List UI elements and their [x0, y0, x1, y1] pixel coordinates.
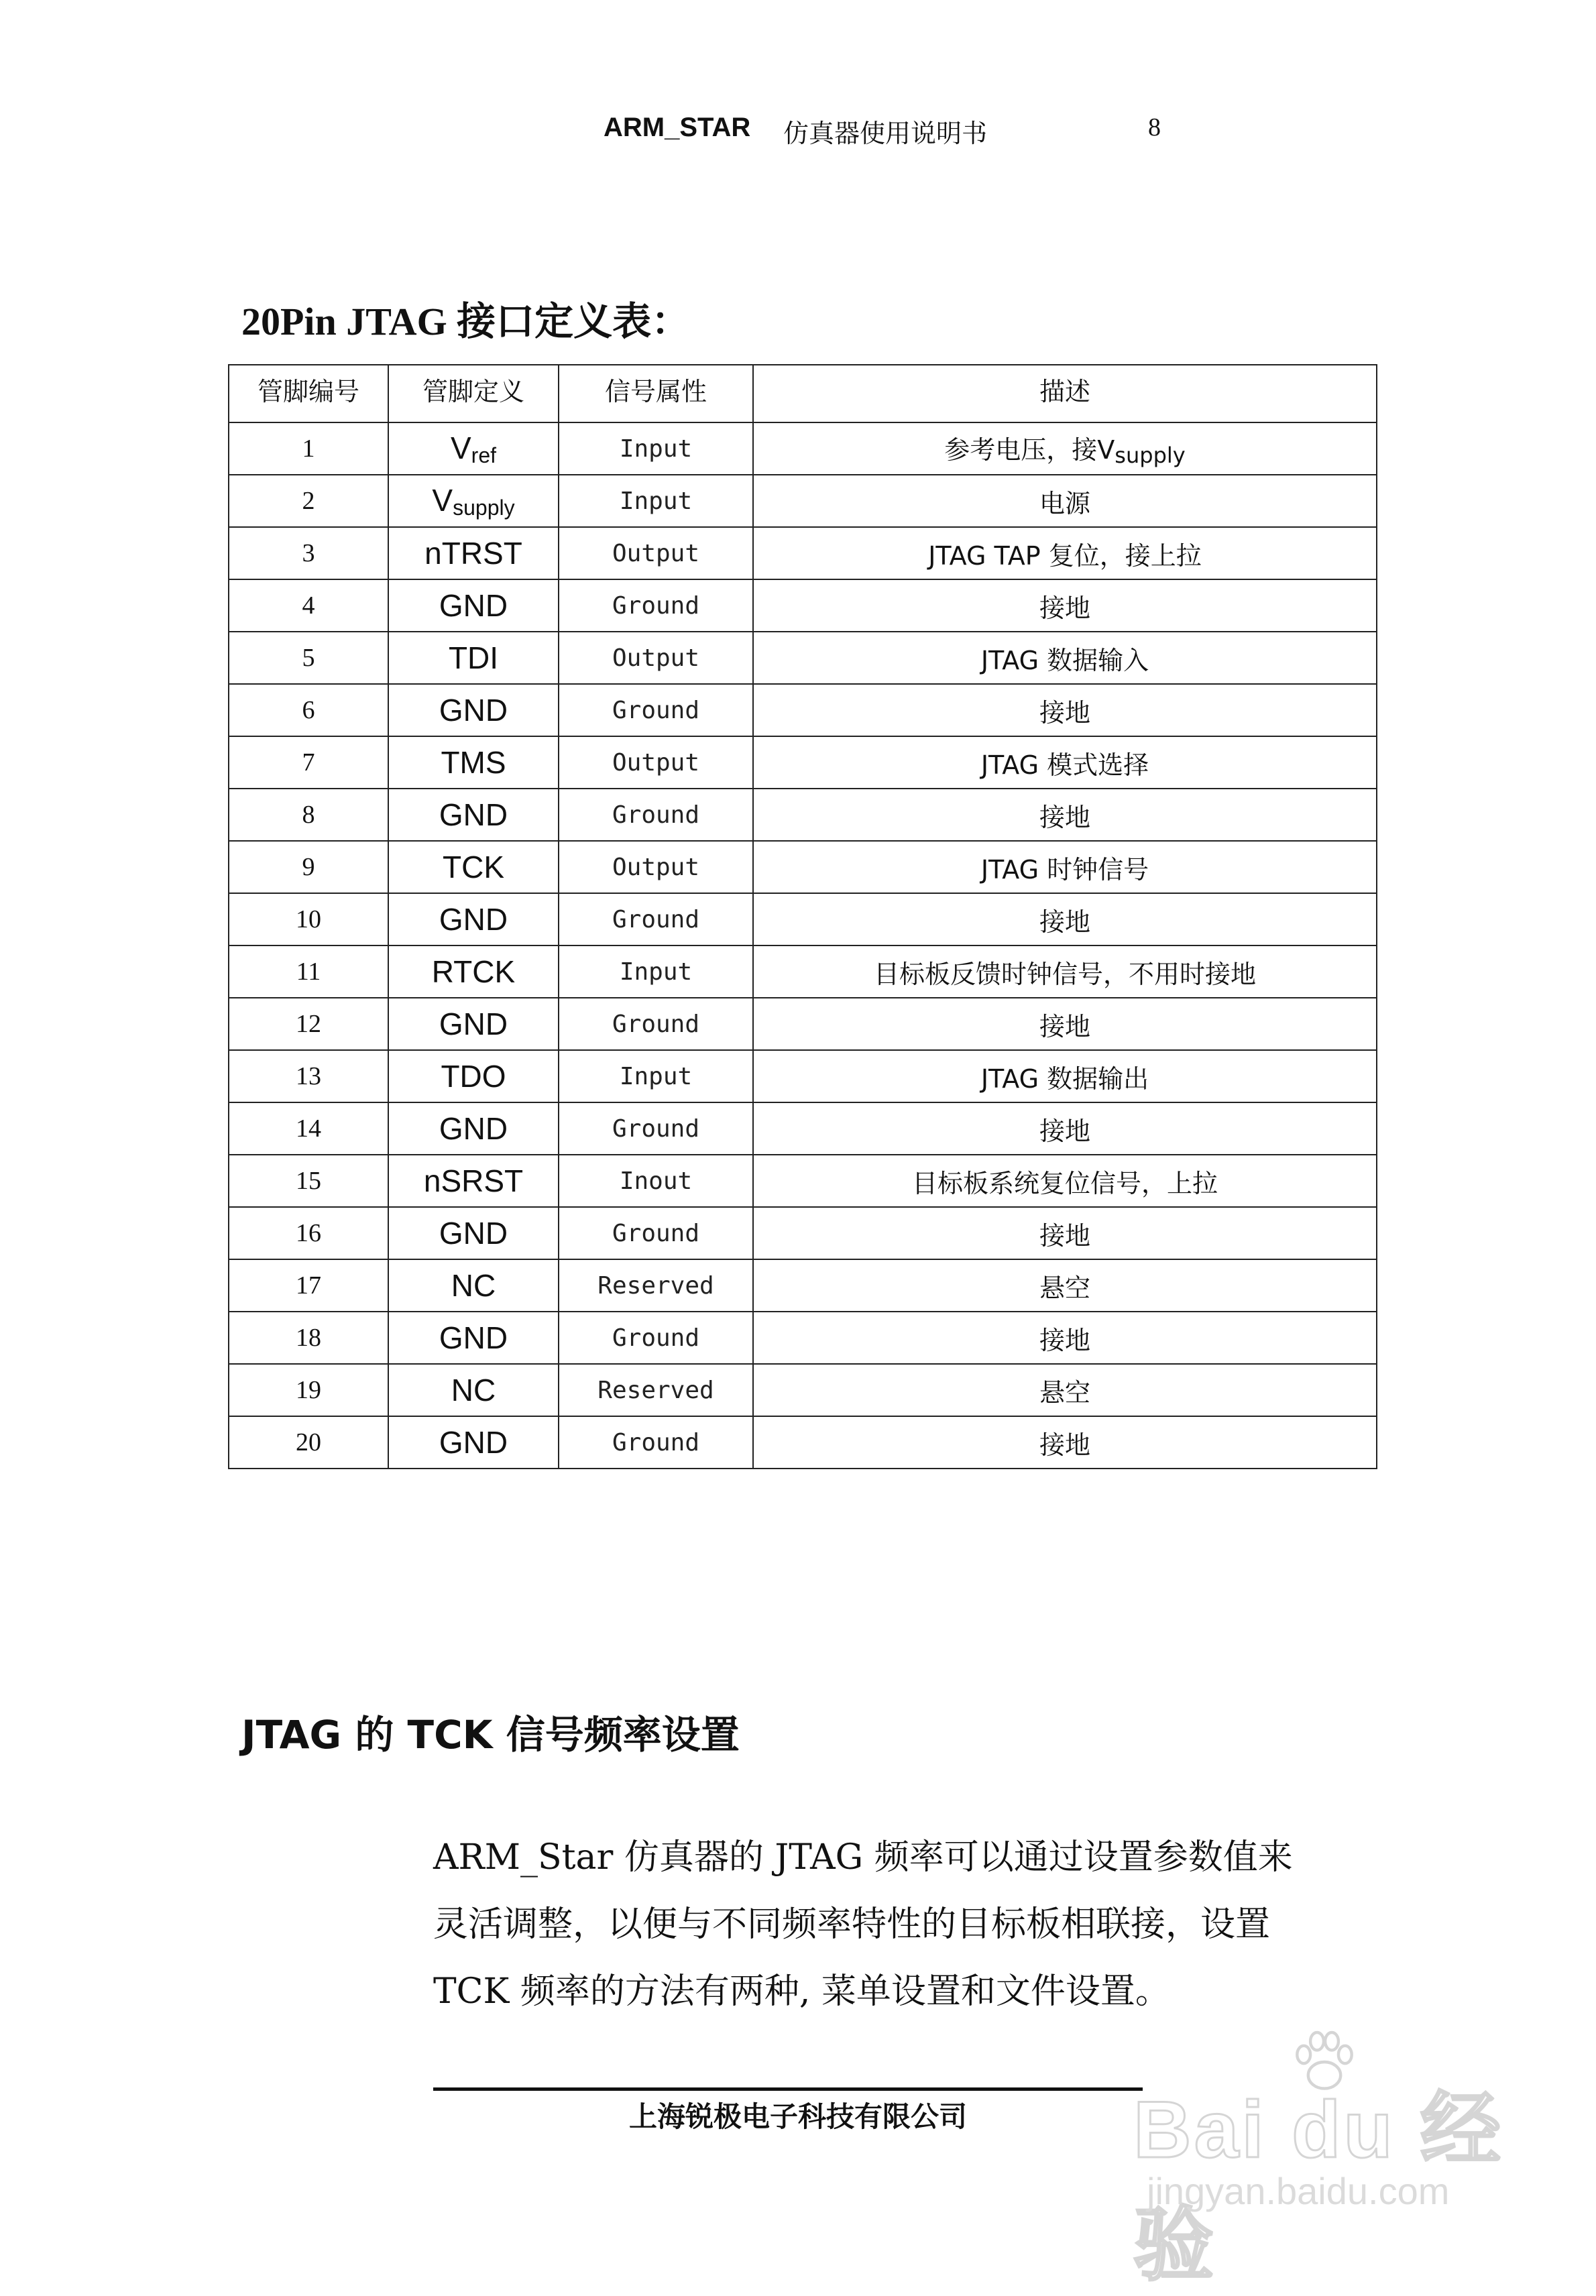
signal-attribute — [559, 1364, 753, 1416]
pin-description — [753, 893, 1377, 945]
pin-description-subscript: supply — [1115, 443, 1186, 468]
table-row — [229, 684, 1377, 736]
pin-number-text: 1 — [302, 435, 315, 463]
table-row — [229, 632, 1377, 684]
footer-divider — [433, 2087, 1143, 2091]
pin-definition-text: GND — [439, 902, 508, 937]
table-row — [229, 527, 1377, 579]
pin-definition-text: GND — [439, 1007, 508, 1041]
pin-description-text: 接地 — [1039, 1011, 1090, 1041]
pin-definition — [388, 684, 559, 736]
pin-description — [753, 1259, 1377, 1312]
watermark-url: jingyan.baidu.com — [1147, 2170, 1450, 2212]
pin-description — [753, 1364, 1377, 1416]
section-title: 20Pin JTAG 接口定义表： — [241, 300, 691, 343]
pin-number — [229, 1050, 388, 1102]
pin-number — [229, 475, 388, 527]
paragraph-line: 灵活调整，以便与不同频率特性的目标板相联接，设置 — [433, 1904, 1271, 1945]
signal-attribute-text: Ground — [612, 905, 700, 933]
pin-description-text: 电源 — [1039, 488, 1090, 518]
signal-attribute — [559, 736, 753, 789]
table-row — [229, 945, 1377, 998]
pin-description-text: 接地 — [1039, 697, 1090, 728]
pin-definition-text: nTRST — [424, 536, 522, 571]
pin-definition-text: NC — [451, 1373, 496, 1408]
pin-number-text: 14 — [296, 1114, 321, 1143]
pin-definition — [388, 475, 559, 527]
signal-attribute — [559, 893, 753, 945]
pin-description — [753, 1050, 1377, 1102]
pin-definition — [388, 1050, 559, 1102]
pin-number — [229, 1312, 388, 1364]
pin-description-text: 接地 — [1039, 907, 1090, 937]
pin-definition-text: TCK — [443, 850, 504, 884]
section2-title: JTAG 的 TCK 信号频率设置 — [241, 1712, 740, 1758]
pin-number — [229, 1416, 388, 1469]
signal-attribute-text: Output — [612, 644, 700, 672]
pin-description — [753, 527, 1377, 579]
table-row — [229, 1155, 1377, 1207]
pin-description-text: 接地 — [1039, 1430, 1090, 1460]
table-row — [229, 736, 1377, 789]
pin-description — [753, 422, 1377, 475]
pin-number-text: 20 — [296, 1428, 321, 1456]
signal-attribute — [559, 632, 753, 684]
pin-definition — [388, 1416, 559, 1469]
pin-definition — [388, 579, 559, 632]
pin-description — [753, 789, 1377, 841]
pin-definition-text: nSRST — [423, 1163, 524, 1198]
footer-company: 上海锐极电子科技有限公司 — [628, 2100, 967, 2133]
pin-number-text: 17 — [296, 1271, 321, 1300]
signal-attribute — [559, 579, 753, 632]
pin-definition — [388, 736, 559, 789]
signal-attribute-text: Input — [619, 487, 693, 515]
pin-description — [753, 684, 1377, 736]
pin-definition-table — [228, 364, 1377, 1469]
page-header — [0, 113, 1596, 153]
pin-number-text: 3 — [302, 539, 315, 567]
pin-number-text: 12 — [296, 1010, 321, 1038]
pin-definition-subscript: supply — [453, 495, 515, 520]
pin-number-text: 2 — [302, 487, 315, 515]
pin-number-text: 16 — [296, 1219, 321, 1247]
pin-number — [229, 945, 388, 998]
pin-definition — [388, 1312, 559, 1364]
baidu-watermark — [1133, 2025, 1509, 2290]
pin-number-text: 5 — [302, 644, 315, 672]
signal-attribute-text: Ground — [612, 801, 700, 829]
pin-definition — [388, 945, 559, 998]
header-description: 描述 — [753, 365, 1377, 422]
header-subtitle: 仿真器使用说明书 — [783, 119, 988, 148]
table-row — [229, 1364, 1377, 1416]
pin-definition-text: GND — [439, 1111, 508, 1146]
signal-attribute — [559, 1416, 753, 1469]
table-body — [229, 422, 1377, 1469]
pin-description-text: 参考电压，接V — [944, 435, 1115, 465]
table-row — [229, 1259, 1377, 1312]
signal-attribute-text: Ground — [612, 1114, 700, 1143]
pin-definition — [388, 1259, 559, 1312]
signal-attribute-text: Input — [619, 435, 693, 463]
pin-number — [229, 1155, 388, 1207]
table-row — [229, 422, 1377, 475]
table-row — [229, 893, 1377, 945]
pin-number — [229, 422, 388, 475]
signal-attribute-text: Ground — [612, 1219, 700, 1247]
pin-description — [753, 1416, 1377, 1469]
pin-definition-text: TDO — [441, 1059, 506, 1094]
pin-number-text: 6 — [302, 696, 315, 724]
pin-description — [753, 1155, 1377, 1207]
pin-description-text: 接地 — [1039, 593, 1090, 623]
signal-attribute-text: Input — [619, 1062, 693, 1090]
watermark-brand: Bai du 经验 — [1133, 2085, 1504, 2290]
pin-definition — [388, 1207, 559, 1259]
signal-attribute-text: Output — [612, 539, 700, 567]
signal-attribute-text: Input — [619, 958, 693, 986]
pin-description-text: JTAG TAP 复位，接上拉 — [928, 540, 1202, 571]
pin-number — [229, 1207, 388, 1259]
pin-description — [753, 1312, 1377, 1364]
pin-description — [753, 998, 1377, 1050]
pin-description — [753, 475, 1377, 527]
pin-definition-text: GND — [439, 588, 508, 623]
paragraph-line: ARM_Star 仿真器的 JTAG 频率可以通过设置参数值来 — [433, 1837, 1293, 1878]
signal-attribute — [559, 1050, 753, 1102]
pin-definition-subscript: ref — [471, 443, 497, 467]
table-row — [229, 475, 1377, 527]
signal-attribute — [559, 1207, 753, 1259]
pin-definition-text: GND — [439, 1320, 508, 1355]
pin-description-text: JTAG 模式选择 — [980, 750, 1149, 780]
pin-number — [229, 998, 388, 1050]
header-pin-definition: 管脚定义 — [388, 365, 559, 422]
signal-attribute — [559, 998, 753, 1050]
pin-number-text: 9 — [302, 853, 315, 881]
pin-definition — [388, 422, 559, 475]
pin-number — [229, 841, 388, 893]
pin-definition-text: GND — [439, 693, 508, 728]
table-row — [229, 998, 1377, 1050]
table-header-row — [229, 365, 1377, 422]
pin-definition-text: GND — [439, 1425, 508, 1460]
table-row — [229, 1416, 1377, 1469]
paragraph-line: TCK 频率的方法有两种, 菜单设置和文件设置。 — [433, 1971, 1170, 2012]
signal-attribute-text: Ground — [612, 1010, 700, 1038]
signal-attribute — [559, 1312, 753, 1364]
pin-description-text: 接地 — [1039, 802, 1090, 832]
pin-number — [229, 789, 388, 841]
signal-attribute — [559, 945, 753, 998]
signal-attribute — [559, 422, 753, 475]
table-row — [229, 841, 1377, 893]
pin-definition — [388, 789, 559, 841]
pin-description — [753, 1207, 1377, 1259]
pin-definition-text: NC — [451, 1268, 496, 1303]
pin-description-text: 接地 — [1039, 1220, 1090, 1251]
pin-number — [229, 1259, 388, 1312]
pin-number — [229, 632, 388, 684]
table-row — [229, 1050, 1377, 1102]
pin-description-text: JTAG 数据输入 — [980, 645, 1149, 675]
pin-definition — [388, 1155, 559, 1207]
signal-attribute — [559, 1102, 753, 1155]
pin-description — [753, 736, 1377, 789]
pin-description-text: 悬空 — [1039, 1273, 1090, 1303]
pin-number-text: 10 — [296, 905, 321, 933]
pin-description-text: 目标板反馈时钟信号，不用时接地 — [873, 959, 1256, 989]
pin-description-text: 目标板系统复位信号，上拉 — [911, 1168, 1218, 1198]
pin-number — [229, 893, 388, 945]
pin-number — [229, 1102, 388, 1155]
table-row — [229, 789, 1377, 841]
pin-definition — [388, 1102, 559, 1155]
pin-definition-text: TDI — [448, 640, 499, 675]
pin-number-text: 13 — [296, 1062, 321, 1090]
pin-definition-text: GND — [439, 1216, 508, 1251]
header-title: ARM_STAR — [604, 113, 751, 142]
pin-definition-text: V — [432, 482, 453, 518]
pin-definition-text: GND — [439, 797, 508, 832]
signal-attribute-text: Output — [612, 748, 700, 777]
pin-description — [753, 1102, 1377, 1155]
pin-description — [753, 579, 1377, 632]
header-pin-number: 管脚编号 — [229, 365, 388, 422]
signal-attribute — [559, 684, 753, 736]
pin-description — [753, 945, 1377, 998]
pin-definition — [388, 1364, 559, 1416]
pin-description-text: 接地 — [1039, 1325, 1090, 1355]
pin-description-text: 接地 — [1039, 1116, 1090, 1146]
signal-attribute-text: Ground — [612, 696, 700, 724]
signal-attribute-text: Inout — [619, 1167, 693, 1195]
pin-description — [753, 632, 1377, 684]
section2-paragraph — [433, 1824, 1372, 2025]
signal-attribute-text: Reserved — [597, 1376, 714, 1404]
pin-number-text: 8 — [302, 801, 315, 829]
pin-number — [229, 579, 388, 632]
pin-number-text: 18 — [296, 1324, 321, 1352]
header-signal-attribute: 信号属性 — [559, 365, 753, 422]
pin-description-text: 悬空 — [1039, 1377, 1090, 1408]
pin-definition — [388, 841, 559, 893]
pin-number-text: 4 — [302, 591, 315, 620]
pin-definition — [388, 998, 559, 1050]
pin-definition-text: RTCK — [431, 954, 516, 989]
signal-attribute — [559, 1259, 753, 1312]
pin-number-text: 11 — [296, 958, 321, 986]
signal-attribute-text: Ground — [612, 1428, 700, 1456]
pin-number — [229, 527, 388, 579]
signal-attribute-text: Output — [612, 853, 700, 881]
table-row — [229, 1312, 1377, 1364]
pin-description — [753, 841, 1377, 893]
signal-attribute — [559, 789, 753, 841]
pin-number-text: 19 — [296, 1376, 321, 1404]
pin-definition — [388, 527, 559, 579]
table-row — [229, 1102, 1377, 1155]
signal-attribute — [559, 841, 753, 893]
signal-attribute-text: Ground — [612, 1324, 700, 1352]
pin-definition-text: TMS — [441, 745, 506, 780]
pin-definition-text: V — [450, 430, 471, 465]
page-number: 8 — [1148, 113, 1161, 141]
signal-attribute-text: Ground — [612, 591, 700, 620]
signal-attribute — [559, 527, 753, 579]
pin-definition — [388, 632, 559, 684]
pin-number-text: 15 — [296, 1167, 321, 1195]
pin-number — [229, 736, 388, 789]
pin-number-text: 7 — [302, 748, 315, 777]
table-row — [229, 579, 1377, 632]
pin-description-text: JTAG 数据输出 — [980, 1064, 1149, 1094]
pin-definition — [388, 893, 559, 945]
pin-number — [229, 684, 388, 736]
table-row — [229, 1207, 1377, 1259]
pin-number — [229, 1364, 388, 1416]
signal-attribute — [559, 1155, 753, 1207]
signal-attribute-text: Reserved — [597, 1271, 714, 1300]
signal-attribute — [559, 475, 753, 527]
pin-description-text: JTAG 时钟信号 — [980, 854, 1149, 884]
